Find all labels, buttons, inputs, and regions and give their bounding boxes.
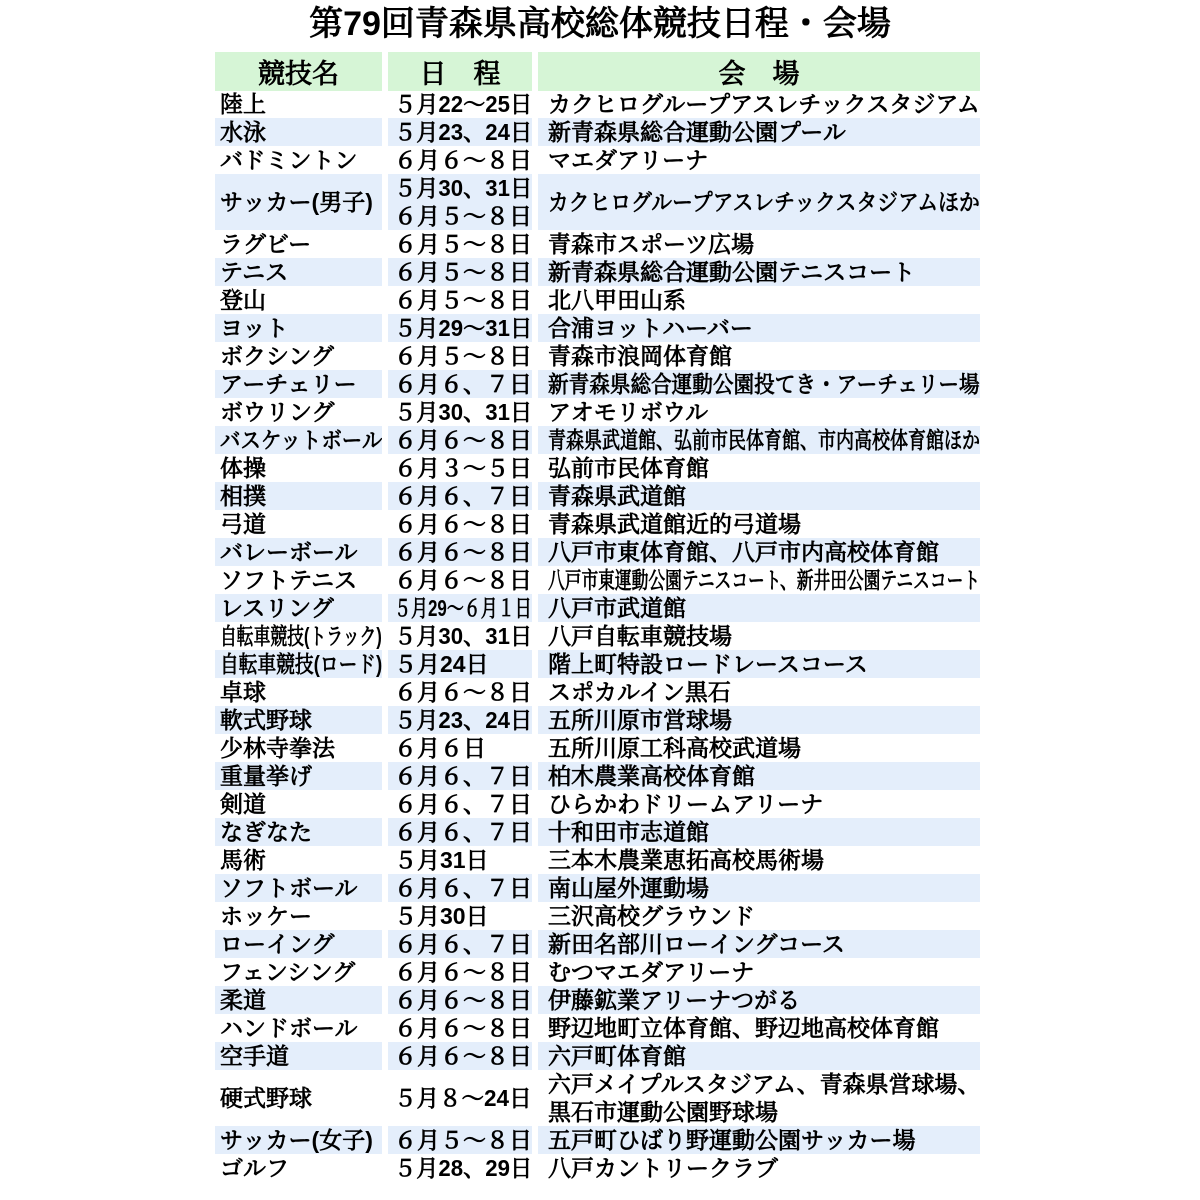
table-row xyxy=(215,454,980,482)
cell-date: ６月６〜８日 xyxy=(394,567,532,593)
cell-date: ６月６〜８日 xyxy=(394,1015,532,1041)
cell-date: ５月30日 xyxy=(394,903,489,929)
table-row xyxy=(215,986,980,1014)
cell-competition-name: ボウリング xyxy=(220,399,335,425)
cell-venue: 八戸市東体育館、八戸市内高校体育館 xyxy=(538,538,980,566)
cell-date: ５月30、31日 xyxy=(394,399,532,425)
cell-venue: 新青森県総合運動公園テニスコート xyxy=(538,258,980,286)
cell-date: ６月６〜８日 xyxy=(394,959,532,985)
table-row xyxy=(215,314,980,342)
cell-date: ６月５〜８日 xyxy=(388,1126,532,1154)
header-competition-name: 競技名 xyxy=(215,52,382,91)
cell-date: ６月６、７日 xyxy=(388,482,532,510)
cell-competition-name: 自転車競技(トラック) xyxy=(220,623,382,649)
table-row xyxy=(215,762,980,790)
cell-competition-name: 水泳 xyxy=(215,118,382,146)
cell-competition-name: 剣道 xyxy=(220,791,266,817)
cell-date: ６月５〜８日 xyxy=(394,287,532,313)
table-row xyxy=(215,706,980,734)
cell-competition-name: バドミントン xyxy=(220,147,358,173)
cell-venue: 青森県武道館 xyxy=(538,482,980,510)
cell-venue: 五所川原市営球場 xyxy=(538,706,980,734)
cell-date: ６月６〜８日 xyxy=(394,679,532,705)
cell-date: ５月28、29日 xyxy=(394,1155,532,1181)
cell-venue: 合浦ヨットハーバー xyxy=(538,314,980,342)
cell-date: ６月６、７日 xyxy=(388,930,532,958)
cell-competition-name: 陸上 xyxy=(220,91,266,117)
cell-venue: 十和田市志道館 xyxy=(538,818,980,846)
cell-date: ５月31日 xyxy=(394,847,489,873)
cell-venue: 柏木農業高校体育館 xyxy=(538,762,980,790)
cell-date: ５月30、31日 xyxy=(394,623,532,649)
table-row xyxy=(215,818,980,846)
cell-competition-name: 軟式野球 xyxy=(215,706,382,734)
table-row xyxy=(215,426,980,454)
cell-competition-name: 卓球 xyxy=(220,679,266,705)
table-row xyxy=(215,230,980,258)
cell-competition-name: 硬式野球 xyxy=(220,1085,312,1111)
table-row xyxy=(215,146,980,174)
cell-competition-name: ラグビー xyxy=(220,231,312,257)
table-row xyxy=(215,398,980,426)
cell-date: ６月６〜８日 xyxy=(388,426,532,454)
table-row xyxy=(215,1154,980,1182)
cell-venue: 北八甲田山系 xyxy=(548,287,686,313)
cell-competition-name: 体操 xyxy=(220,455,266,481)
cell-competition-name: バレーボール xyxy=(215,538,382,566)
cell-venue: ひらかわドリームアリーナ xyxy=(548,791,824,817)
table-row xyxy=(215,930,980,958)
cell-venue: カクヒログループアスレチックスタジアムほか xyxy=(538,174,980,230)
cell-venue: 三沢高校グラウンド xyxy=(548,903,755,929)
cell-date: ５月８〜24日 xyxy=(394,1085,532,1111)
header-venue: 会 場 xyxy=(538,52,980,91)
cell-competition-name: 重量挙げ xyxy=(215,762,382,790)
cell-competition-name: バスケットボール xyxy=(215,426,382,454)
cell-venue: 弘前市民体育館 xyxy=(548,455,709,481)
cell-date: ６月６〜８日 xyxy=(388,1042,532,1070)
table-row xyxy=(215,90,980,118)
table-row xyxy=(215,258,980,286)
cell-competition-name: サッカー(男子) xyxy=(215,174,382,230)
cell-date: ６月６、７日 xyxy=(394,791,532,817)
cell-competition-name: 空手道 xyxy=(215,1042,382,1070)
cell-competition-name: テニス xyxy=(215,258,382,286)
table-row xyxy=(215,286,980,314)
table-row xyxy=(215,510,980,538)
table-row xyxy=(215,622,980,650)
cell-date: ５月29〜６月１日 xyxy=(388,594,532,622)
cell-date: ６月５〜８日 xyxy=(394,343,532,369)
cell-venue: 新田名部川ローイングコース xyxy=(538,930,980,958)
cell-date: ５月22〜25日 xyxy=(394,91,532,117)
cell-venue: 野辺地町立体育館、野辺地高校体育館 xyxy=(548,1015,939,1041)
cell-competition-name: 自転車競技(ロード) xyxy=(215,650,382,678)
cell-venue: 南山屋外運動場 xyxy=(538,874,980,902)
table-row xyxy=(215,118,980,146)
table-row xyxy=(215,734,980,762)
table-row xyxy=(215,958,980,986)
cell-competition-name: アーチェリー xyxy=(215,370,382,398)
cell-venue: 青森県武道館近的弓道場 xyxy=(548,511,801,537)
cell-competition-name: ソフトテニス xyxy=(220,567,358,593)
cell-date: ６月６〜８日 xyxy=(394,511,532,537)
cell-date: ６月６、７日 xyxy=(388,874,532,902)
table-row xyxy=(215,482,980,510)
cell-competition-name: ホッケー xyxy=(220,903,312,929)
cell-competition-name: サッカー(女子) xyxy=(215,1126,382,1154)
cell-venue: 三本木農業恵拓高校馬術場 xyxy=(548,847,824,873)
cell-date: ６月５〜８日 xyxy=(388,258,532,286)
cell-date: ６月３〜５日 xyxy=(394,455,532,481)
cell-competition-name: ソフトボール xyxy=(215,874,382,902)
cell-competition-name: 弓道 xyxy=(220,511,266,537)
cell-competition-name: なぎなた xyxy=(215,818,382,846)
cell-competition-name: 相撲 xyxy=(215,482,382,510)
cell-competition-name: レスリング xyxy=(215,594,382,622)
table-row xyxy=(215,1042,980,1070)
table-row xyxy=(215,370,980,398)
cell-venue: カクヒログループアスレチックスタジアム xyxy=(548,91,980,117)
cell-venue: 新青森県総合運動公園投てき・アーチェリー場 xyxy=(538,370,980,398)
cell-date: ５月30、31日 ６月５〜８日 xyxy=(388,174,532,230)
table-row xyxy=(215,342,980,370)
cell-competition-name: フェンシング xyxy=(220,959,356,985)
cell-date: ６月６〜８日 xyxy=(388,986,532,1014)
cell-competition-name: ローイング xyxy=(215,930,382,958)
page-title: 第79回青森県高校総体競技日程・会場 xyxy=(309,5,891,43)
cell-venue: 五所川原工科高校武道場 xyxy=(548,735,801,761)
table-row xyxy=(215,902,980,930)
table-row xyxy=(215,1014,980,1042)
cell-venue: 青森市浪岡体育館 xyxy=(548,343,732,369)
table-row xyxy=(215,790,980,818)
cell-date: ６月５〜８日 xyxy=(394,231,532,257)
table-row xyxy=(215,566,980,594)
cell-venue: 青森市スポーツ広場 xyxy=(548,231,755,257)
table-row xyxy=(215,678,980,706)
table-row xyxy=(215,174,980,230)
cell-venue: 六戸町体育館 xyxy=(538,1042,980,1070)
schedule-table xyxy=(215,52,980,1182)
cell-date: ６月６〜８日 xyxy=(394,147,532,173)
cell-competition-name: 登山 xyxy=(220,287,266,313)
table-row xyxy=(215,538,980,566)
cell-venue: 伊藤鉱業アリーナつがる xyxy=(538,986,980,1014)
cell-date: ５月29〜31日 xyxy=(388,314,532,342)
table-row xyxy=(215,650,980,678)
cell-competition-name: ヨット xyxy=(215,314,382,342)
cell-venue: むつマエダアリーナ xyxy=(548,959,755,985)
cell-venue: スポカルイン黒石 xyxy=(548,679,731,705)
cell-competition-name: 少林寺拳法 xyxy=(220,735,335,761)
cell-venue: 新青森県総合運動公園プール xyxy=(538,118,980,146)
cell-date: ６月６、７日 xyxy=(388,762,532,790)
cell-venue: マエダアリーナ xyxy=(548,147,709,173)
cell-venue: 青森県武道館、弘前市民体育館、市内高校体育館ほか xyxy=(538,426,980,454)
cell-venue: 階上町特設ロードレースコース xyxy=(538,650,980,678)
cell-venue: 六戸メイプルスタジアム、青森県営球場、 黒石市運動公園野球場 xyxy=(548,1071,980,1125)
cell-date: ５月24日 xyxy=(388,650,532,678)
table-row xyxy=(215,1126,980,1154)
cell-venue: 八戸カントリークラブ xyxy=(548,1155,778,1181)
table-row xyxy=(215,874,980,902)
cell-venue: アオモリボウル xyxy=(548,399,709,425)
table-row xyxy=(215,1070,980,1126)
cell-competition-name: ゴルフ xyxy=(220,1155,289,1181)
cell-date: ６月６、７日 xyxy=(388,370,532,398)
cell-date: ６月６〜８日 xyxy=(388,538,532,566)
cell-competition-name: ハンドボール xyxy=(220,1015,358,1041)
header-date: 日 程 xyxy=(388,52,532,91)
table-header-row xyxy=(215,52,980,90)
cell-date: ６月６、７日 xyxy=(388,818,532,846)
cell-competition-name: ボクシング xyxy=(220,343,334,369)
cell-venue: 八戸市武道館 xyxy=(538,594,980,622)
table-row xyxy=(215,846,980,874)
table-body xyxy=(215,90,980,1182)
cell-venue: 八戸自転車競技場 xyxy=(548,623,732,649)
cell-competition-name: 馬術 xyxy=(220,847,266,873)
cell-venue: 五戸町ひばり野運動公園サッカー場 xyxy=(538,1126,980,1154)
cell-date: ６月６日 xyxy=(394,735,486,761)
cell-date: ５月23、24日 xyxy=(388,118,532,146)
cell-date: ５月23、24日 xyxy=(388,706,532,734)
cell-venue: 八戸市東運動公園テニスコート、新井田公園テニスコート xyxy=(548,567,980,593)
table-row xyxy=(215,594,980,622)
cell-competition-name: 柔道 xyxy=(215,986,382,1014)
